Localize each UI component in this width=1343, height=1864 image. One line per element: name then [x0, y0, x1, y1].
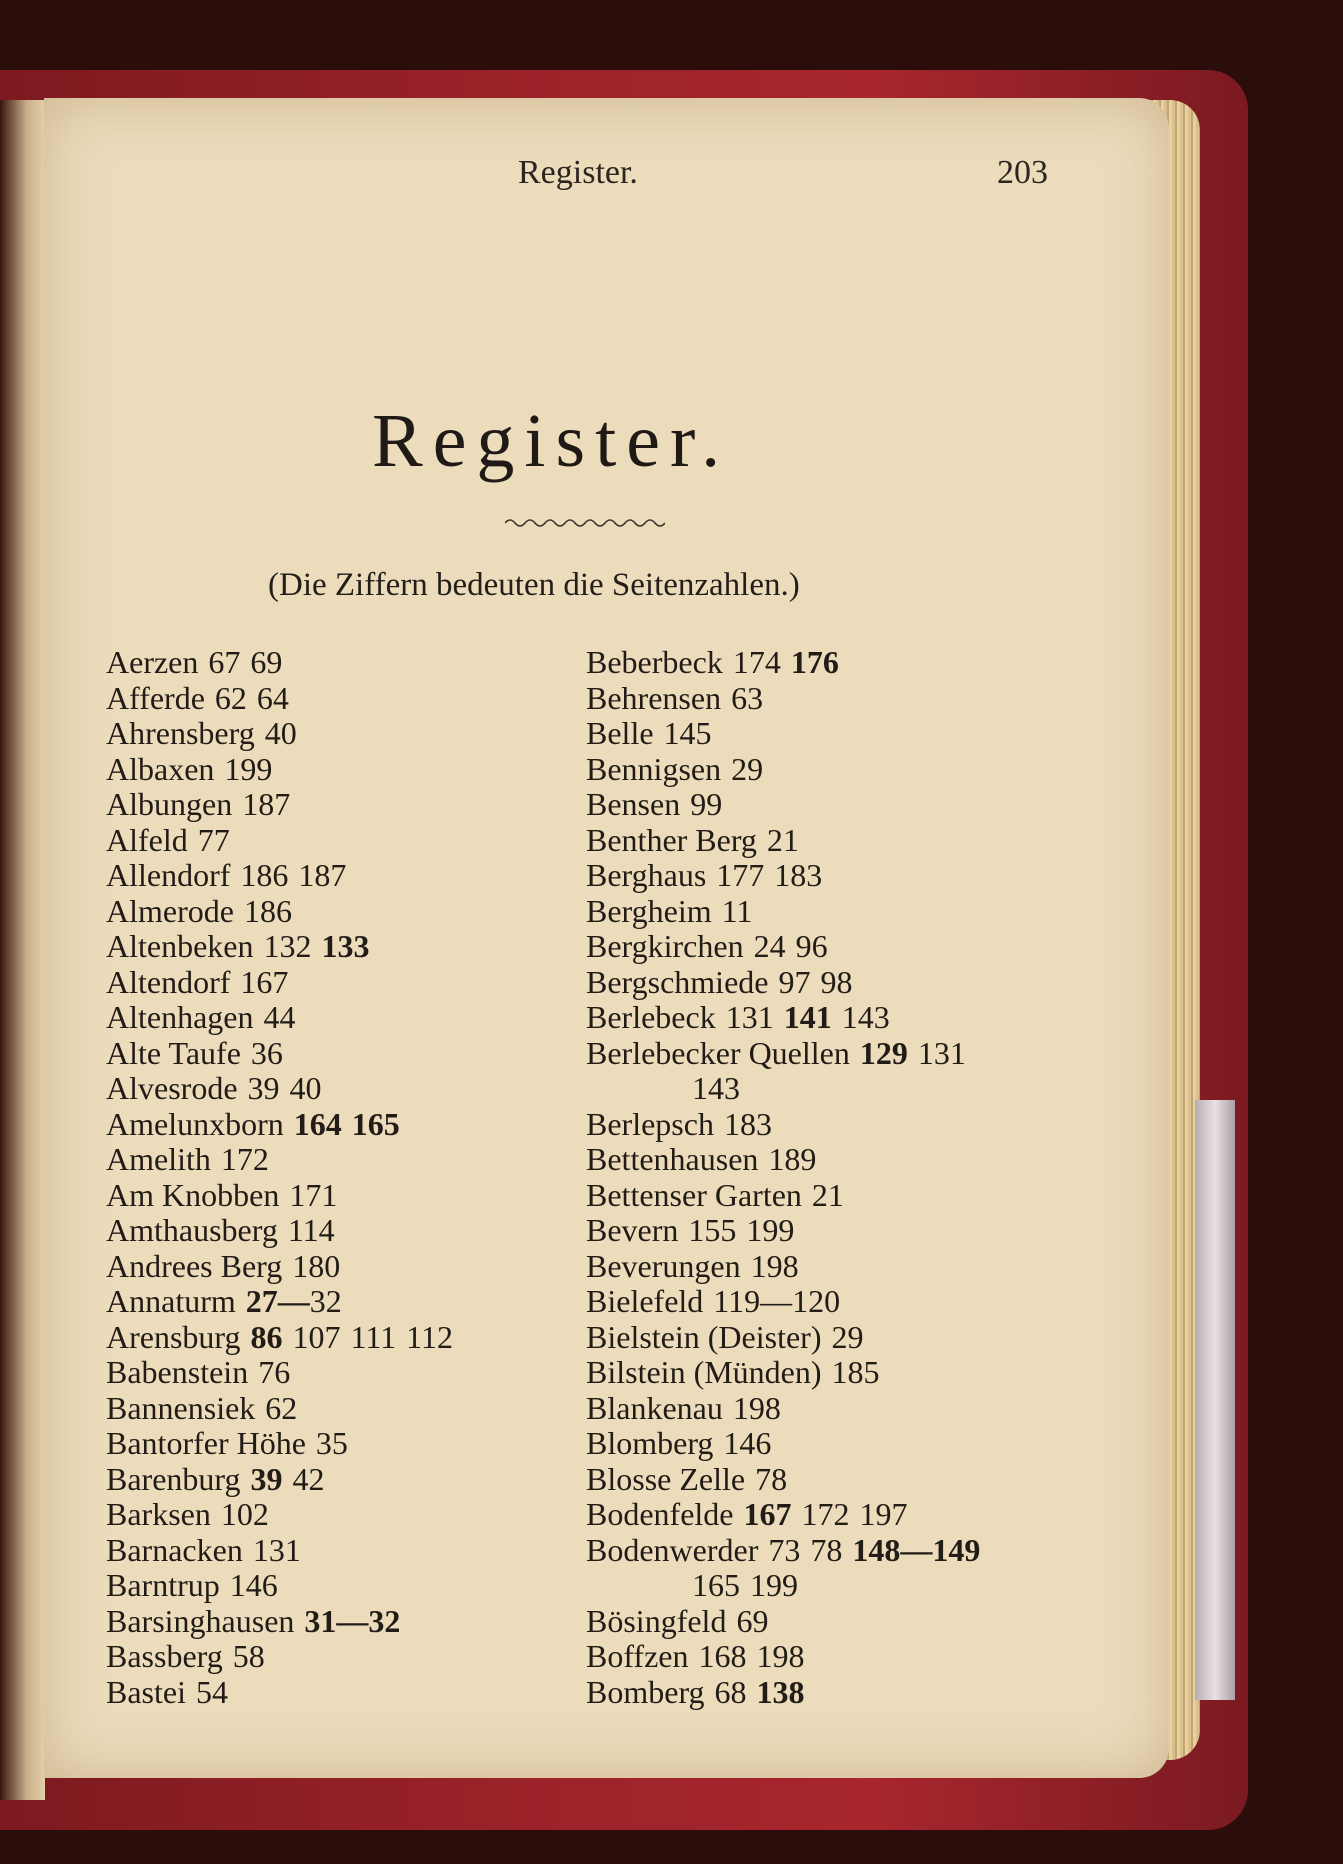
page-reference: 199: [750, 1567, 798, 1603]
index-entry: [586, 716, 980, 752]
index-entry: [586, 787, 980, 823]
index-entry: [106, 787, 453, 823]
index-entry-name: Bennigsen: [586, 750, 722, 787]
index-entry: [106, 929, 453, 965]
page-number: 203: [997, 154, 1048, 191]
page-reference: 62: [214, 679, 247, 716]
index-entry: [106, 681, 453, 717]
index-entry-name: Alvesrode: [106, 1070, 238, 1106]
page-reference: 198: [756, 1638, 805, 1674]
page-reference: 63: [731, 679, 764, 716]
index-entry-name: Albaxen: [106, 750, 215, 787]
page-reference: 167: [743, 1496, 792, 1532]
page-reference: 167: [240, 963, 289, 1000]
index-entry: [106, 823, 453, 859]
page-reference: 176: [790, 644, 839, 680]
page-reference: 68: [714, 1673, 747, 1710]
index-entry: [106, 1320, 453, 1356]
index-entry: [586, 1000, 980, 1036]
page-reference: 39: [247, 1070, 280, 1106]
page-reference: 183: [723, 1105, 772, 1142]
index-entry-name: Aerzen: [106, 644, 199, 680]
index-entry: [106, 858, 453, 894]
page-reference: 11: [721, 892, 753, 929]
page-reference: 164: [293, 1105, 342, 1142]
running-head: Register.: [518, 154, 638, 191]
index-entry-name: Bastei: [106, 1673, 186, 1710]
page-reference: 36: [250, 1034, 283, 1071]
index-entry-name: Barsinghausen: [106, 1602, 295, 1639]
page-reference: 199: [224, 750, 273, 787]
index-entry-name: Barntrup: [106, 1567, 220, 1603]
page-reference: 40: [264, 715, 297, 751]
index-entry-name: Ahrensberg: [106, 715, 255, 751]
page-reference: 132: [263, 928, 312, 964]
index-entry: [586, 1462, 980, 1498]
index-entry-name: Altenbeken: [106, 928, 254, 964]
index-entry-name: Blomberg: [586, 1425, 714, 1461]
index-entry: [586, 752, 980, 788]
index-entry: [106, 1391, 453, 1427]
index-entry: [106, 716, 453, 752]
page-reference: 107: [292, 1318, 341, 1355]
page-reference: 129: [859, 1034, 908, 1071]
index-entry: [106, 1142, 453, 1178]
index-entry-name: Bergkirchen: [586, 928, 744, 964]
index-entry-name: Albungen: [106, 786, 233, 822]
index-entry: [106, 894, 453, 930]
index-entry-name: Barksen: [106, 1496, 211, 1532]
index-entry: [586, 1604, 980, 1640]
index-entry-name: Benther Berg: [586, 821, 757, 858]
page-reference: 40: [289, 1070, 322, 1106]
index-entry-name: Afferde: [106, 679, 205, 716]
index-column-left: [106, 645, 453, 1710]
index-entry-name: Andrees Berg: [106, 1247, 283, 1284]
page-reference: 96: [795, 928, 828, 964]
page-reference: 143: [841, 999, 890, 1035]
index-entry-name: Blankenau: [586, 1389, 723, 1426]
index-entry-name: Belle: [586, 715, 654, 751]
index-entry-name: Blosse Zelle: [586, 1460, 746, 1497]
index-entry: [106, 645, 453, 681]
index-entry-name: Beverungen: [586, 1247, 741, 1284]
index-entry-name: Berlebeck: [586, 999, 716, 1035]
index-entry: [106, 1533, 453, 1569]
index-entry: [586, 681, 980, 717]
index-entry-name: Amelith: [106, 1141, 211, 1177]
index-column-right: [586, 645, 980, 1710]
index-entry-name: Beberbeck: [586, 644, 723, 680]
page-reference: 165: [692, 1567, 740, 1603]
index-entry: [106, 1178, 453, 1214]
index-entry-name: Bassberg: [106, 1638, 223, 1674]
index-entry-name: Bannensiek: [106, 1389, 256, 1426]
page-reference: 112: [406, 1318, 453, 1355]
index-entry-name: Annaturm: [106, 1283, 236, 1319]
index-entry-name: Barenburg: [106, 1460, 241, 1497]
page-reference: 186: [243, 892, 292, 929]
page-reference: 64: [256, 679, 289, 716]
page-reference: 119—120: [713, 1283, 841, 1319]
index-entry: [106, 1604, 453, 1640]
page-reference: 102: [220, 1496, 269, 1532]
page-reference: 29: [831, 1318, 864, 1355]
index-entry: [106, 1107, 453, 1143]
page-reference: 131: [252, 1531, 301, 1568]
index-entry-name: Bielefeld: [586, 1283, 704, 1319]
page-reference: 186: [240, 857, 289, 893]
index-entry-name: Bantorfer Höhe: [106, 1425, 306, 1461]
page-reference: 199: [746, 1212, 795, 1248]
page-reference: 143: [692, 1070, 740, 1106]
page-reference: 146: [723, 1425, 772, 1461]
index-entry: [586, 1355, 980, 1391]
page-reference: 21: [766, 821, 799, 858]
index-entry-name: Bensen: [586, 786, 681, 822]
page-subtitle: (Die Ziffern bedeuten die Seitenzahlen.): [268, 567, 800, 603]
index-entry-name: Allendorf: [106, 857, 231, 893]
index-entry: [586, 894, 980, 930]
index-entry: [586, 1178, 980, 1214]
index-entry: [586, 1639, 980, 1675]
index-entry-name: Bodenfelde: [586, 1496, 734, 1532]
page-reference: 73: [768, 1531, 801, 1568]
index-entry: [106, 1426, 453, 1462]
index-entry-name: Berlepsch: [586, 1105, 714, 1142]
index-entry: [586, 858, 980, 894]
index-entry: [586, 965, 980, 1001]
page-reference: 62: [265, 1389, 298, 1426]
page-reference: 189: [768, 1141, 817, 1177]
index-entry: [586, 645, 980, 681]
bookmark-ribbon: [1195, 1100, 1235, 1700]
index-entry-name: Altendorf: [106, 963, 231, 1000]
index-entry: [586, 1497, 980, 1533]
index-entry-name: Alfeld: [106, 821, 188, 858]
page-reference: 114: [287, 1212, 335, 1248]
index-entry-name: Am Knobben: [106, 1176, 280, 1213]
page-reference: 138: [756, 1673, 805, 1710]
page-reference: 32: [309, 1283, 342, 1319]
page-reference: 69: [736, 1602, 769, 1639]
page-reference: 145: [663, 715, 712, 751]
page-reference: 197: [859, 1496, 908, 1532]
index-entry: [586, 1284, 980, 1320]
page-reference: 198: [732, 1389, 781, 1426]
index-entry: [586, 1533, 980, 1569]
index-entry-name: Bergheim: [586, 892, 712, 929]
page-reference: 148—149: [852, 1531, 981, 1568]
index-entry-name: Bilstein (Münden): [586, 1354, 822, 1390]
page-reference: 131: [917, 1034, 966, 1071]
page-reference: 172: [220, 1141, 269, 1177]
page-reference: 76: [258, 1354, 291, 1390]
page-reference: 69: [250, 644, 283, 680]
index-entry: [106, 1071, 453, 1107]
page-reference: 21: [811, 1176, 844, 1213]
page-reference: 29: [731, 750, 764, 787]
page-reference: 31—32: [304, 1602, 401, 1639]
page-title: Register.: [372, 399, 731, 483]
page-reference: 180: [292, 1247, 341, 1284]
page-reference: 42: [292, 1460, 325, 1497]
page-reference: 44: [263, 999, 296, 1035]
page-reference: 187: [298, 857, 347, 893]
index-entry-name: Boffzen: [586, 1638, 689, 1674]
page-reference: 39: [250, 1460, 283, 1497]
index-entry: [106, 1213, 453, 1249]
page-reference: 98: [820, 963, 853, 1000]
page-reference: 111: [350, 1318, 397, 1355]
index-entry: [106, 1497, 453, 1533]
page-reference: 78: [810, 1531, 843, 1568]
index-entry-name: Bösingfeld: [586, 1602, 727, 1639]
page-reference: 177: [716, 857, 765, 893]
index-entry: [106, 1249, 453, 1285]
page-reference: 133: [321, 928, 370, 964]
index-entry: [586, 1249, 980, 1285]
index-entry: [586, 1213, 980, 1249]
page-reference: 198: [750, 1247, 799, 1284]
page-reference: 35: [315, 1425, 348, 1461]
index-entry-name: Altenhagen: [106, 999, 254, 1035]
index-entry-name: Arensburg: [106, 1318, 241, 1355]
index-entry-name: Almerode: [106, 892, 234, 929]
index-entry-name: Berlebecker Quellen: [586, 1034, 850, 1071]
index-entry-name: Bielstein (Deister): [586, 1318, 822, 1355]
index-entry-continuation: [586, 1568, 980, 1604]
index-entry: [106, 1639, 453, 1675]
index-entry-continuation: [586, 1071, 980, 1107]
page-reference: 27—: [245, 1283, 310, 1319]
page-reference: 171: [289, 1176, 338, 1213]
index-entry: [586, 1107, 980, 1143]
index-entry: [106, 1355, 453, 1391]
index-entry-name: Amthausberg: [106, 1212, 278, 1248]
page-reference: 168: [698, 1638, 747, 1674]
index-entry: [586, 1391, 980, 1427]
page-reference: 172: [801, 1496, 850, 1532]
index-entry: [586, 1036, 980, 1072]
page-reference: 54: [195, 1673, 228, 1710]
index-entry: [106, 1462, 453, 1498]
index-entry: [106, 1284, 453, 1320]
page-reference: 183: [774, 857, 823, 893]
index-entry: [586, 823, 980, 859]
page-reference: 24: [753, 928, 786, 964]
wavy-rule-ornament: [505, 516, 665, 530]
index-entry-name: Bergschmiede: [586, 963, 769, 1000]
index-entry-name: Bettenser Garten: [586, 1176, 802, 1213]
page-reference: 99: [690, 786, 723, 822]
index-entry: [586, 1320, 980, 1356]
page-reference: 165: [351, 1105, 400, 1142]
index-entry: [586, 1426, 980, 1462]
index-entry-name: Amelunxborn: [106, 1105, 284, 1142]
page-reference: 58: [232, 1638, 265, 1674]
page-reference: 78: [755, 1460, 788, 1497]
page-reference: 174: [732, 644, 781, 680]
index-entry-name: Behrensen: [586, 679, 722, 716]
index-entry: [106, 1036, 453, 1072]
page-reference: 97: [778, 963, 811, 1000]
index-entry-name: Bodenwerder: [586, 1531, 759, 1568]
page-reference: 185: [831, 1354, 880, 1390]
page-reference: 155: [688, 1212, 737, 1248]
index-entry: [106, 1675, 453, 1711]
index-entry-name: Bevern: [586, 1212, 679, 1248]
page-reference: 141: [783, 999, 832, 1035]
index-entry-name: Berghaus: [586, 857, 707, 893]
index-entry-name: Bomberg: [586, 1673, 705, 1710]
index-entry-name: Babenstein: [106, 1354, 249, 1390]
index-entry: [586, 1675, 980, 1711]
index-entry: [106, 752, 453, 788]
book-gutter: [0, 100, 45, 1800]
page-reference: 86: [250, 1318, 283, 1355]
page-reference: 146: [229, 1567, 278, 1603]
index-entry-name: Bettenhausen: [586, 1141, 759, 1177]
index-entry: [106, 965, 453, 1001]
index-entry: [586, 929, 980, 965]
page-reference: 131: [725, 999, 774, 1035]
index-entry-name: Alte Taufe: [106, 1034, 241, 1071]
index-entry: [106, 1568, 453, 1604]
index-entry: [586, 1142, 980, 1178]
page-reference: 187: [242, 786, 291, 822]
page-reference: 77: [197, 821, 230, 858]
index-entry-name: Barnacken: [106, 1531, 243, 1568]
page-reference: 67: [208, 644, 241, 680]
index-entry: [106, 1000, 453, 1036]
